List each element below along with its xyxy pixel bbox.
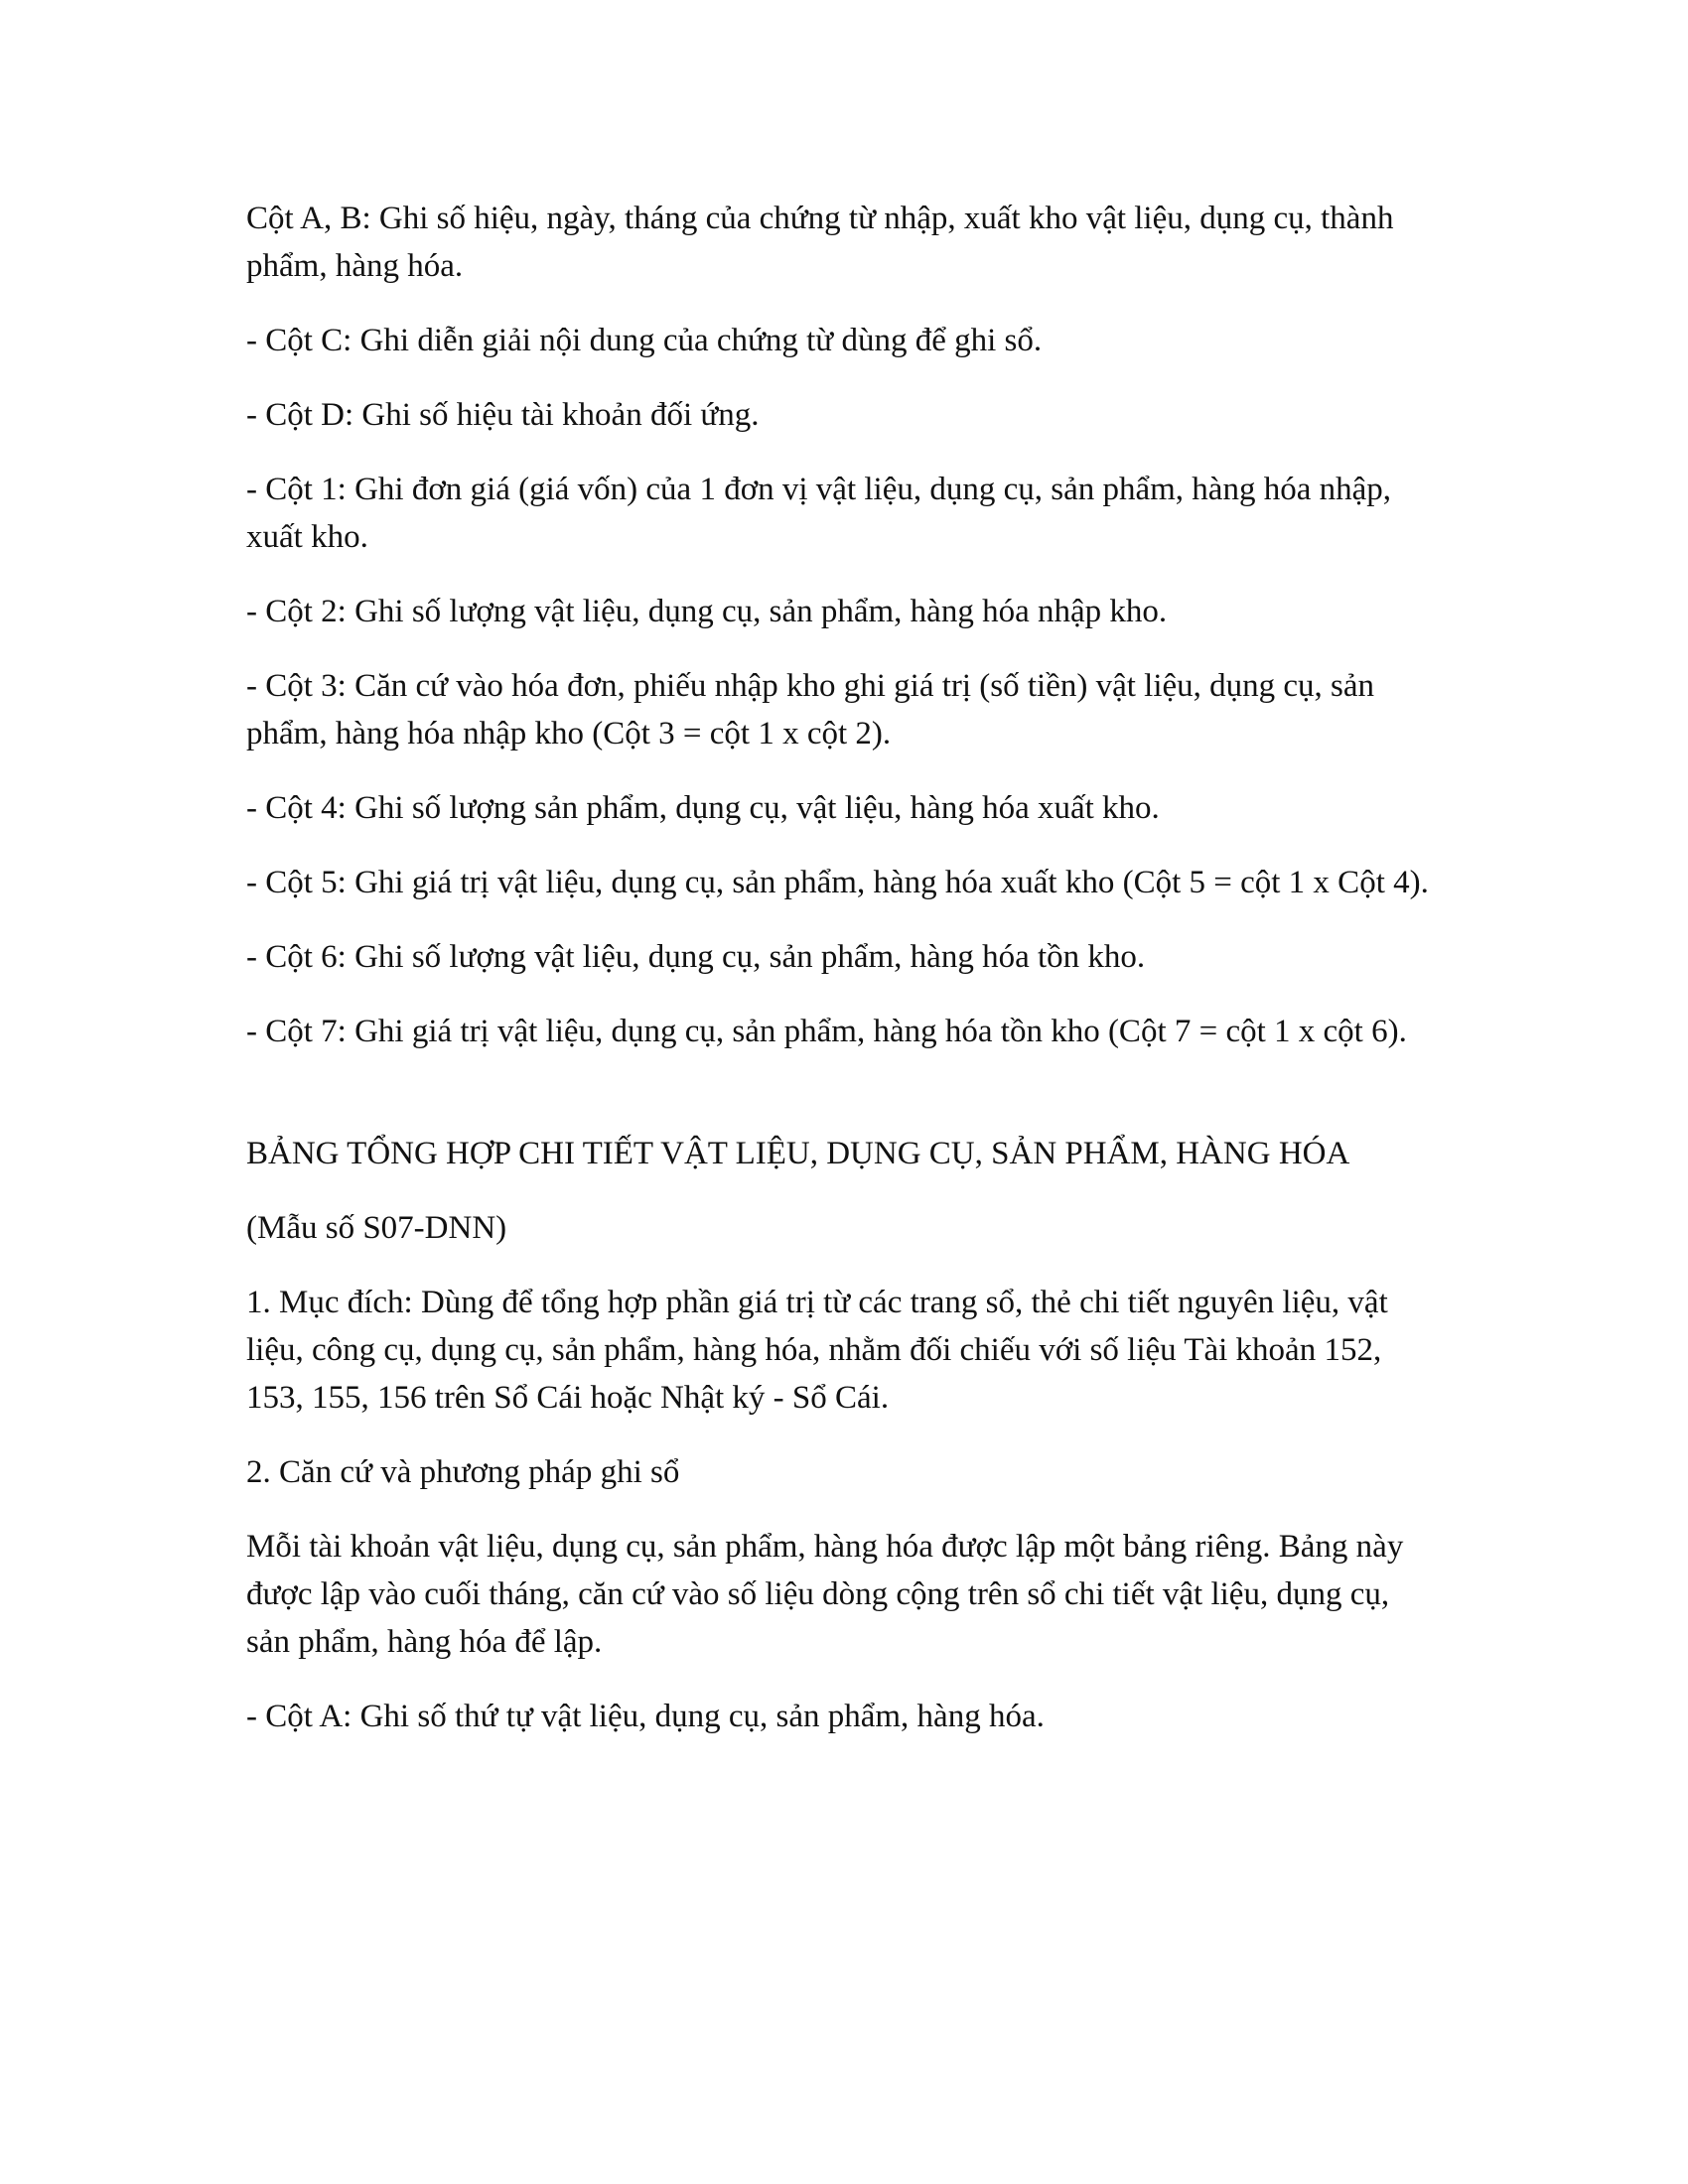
paragraph-column-2: - Cột 2: Ghi số lượng vật liệu, dụng cụ, sản phẩm, hàng hóa nhập kho. xyxy=(246,594,1168,629)
section-title: BẢNG TỔNG HỢP CHI TIẾT VẬT LIỆU, DỤNG CỤ, SẢN PHẨM, HÀNG HÓA xyxy=(246,1136,1350,1171)
paragraph-column-a: - Cột A: Ghi số thứ tự vật liệu, dụng cụ, sản phẩm, hàng hóa. xyxy=(246,1699,1045,1734)
paragraph-columns-a-b: Cột A, B: Ghi số hiệu, ngày, tháng của chứng từ nhập, xuất kho vật liệu, dụng cụ, thành phẩm, hàng hóa. xyxy=(246,201,1394,284)
paragraph-column-5: - Cột 5: Ghi giá trị vật liệu, dụng cụ, sản phẩm, hàng hóa xuất kho (Cột 5 = cột 1 x Cột 4). xyxy=(246,865,1429,900)
form-code: (Mẫu số S07-DNN) xyxy=(246,1210,507,1246)
paragraph-method-heading: 2. Căn cứ và phương pháp ghi sổ xyxy=(246,1454,680,1490)
paragraph-column-6: - Cột 6: Ghi số lượng vật liệu, dụng cụ, sản phẩm, hàng hóa tồn kho. xyxy=(246,939,1146,975)
paragraph-purpose: 1. Mục đích: Dùng để tổng hợp phần giá trị từ các trang sổ, thẻ chi tiết nguyên liệu, vật liệu, công cụ, dụng cụ, sản phẩm, hàng hóa, nhằm đối chiếu với số liệu Tài khoản 152, 153, 155, 156 trên Sổ Cái hoặc Nhật ký - Sổ Cái. xyxy=(246,1285,1388,1416)
paragraph-column-c: - Cột C: Ghi diễn giải nội dung của chứng từ dùng để ghi sổ. xyxy=(246,323,1043,358)
paragraph-column-d: - Cột D: Ghi số hiệu tài khoản đối ứng. xyxy=(246,397,760,433)
paragraph-column-7: - Cột 7: Ghi giá trị vật liệu, dụng cụ, sản phẩm, hàng hóa tồn kho (Cột 7 = cột 1 x cột 6). xyxy=(246,1014,1407,1049)
section-spacer xyxy=(246,1082,1438,1130)
paragraph-column-1: - Cột 1: Ghi đơn giá (giá vốn) của 1 đơn vị vật liệu, dụng cụ, sản phẩm, hàng hóa nhập, xuất kho. xyxy=(246,472,1392,555)
paragraph-column-4: - Cột 4: Ghi số lượng sản phẩm, dụng cụ, vật liệu, hàng hóa xuất kho. xyxy=(246,790,1160,826)
paragraph-method-body: Mỗi tài khoản vật liệu, dụng cụ, sản phẩm, hàng hóa được lập một bảng riêng. Bảng này được lập vào cuối tháng, căn cứ vào số liệu dòng cộng trên sổ chi tiết vật liệu, dụng cụ, sản phẩm, hàng hóa để lập. xyxy=(246,1529,1404,1660)
paragraph-column-3: - Cột 3: Căn cứ vào hóa đơn, phiếu nhập kho ghi giá trị (số tiền) vật liệu, dụng cụ, sản phẩm, hàng hóa nhập kho (Cột 3 = cột 1 x cột 2). xyxy=(246,668,1375,751)
document-body xyxy=(246,195,1438,1767)
